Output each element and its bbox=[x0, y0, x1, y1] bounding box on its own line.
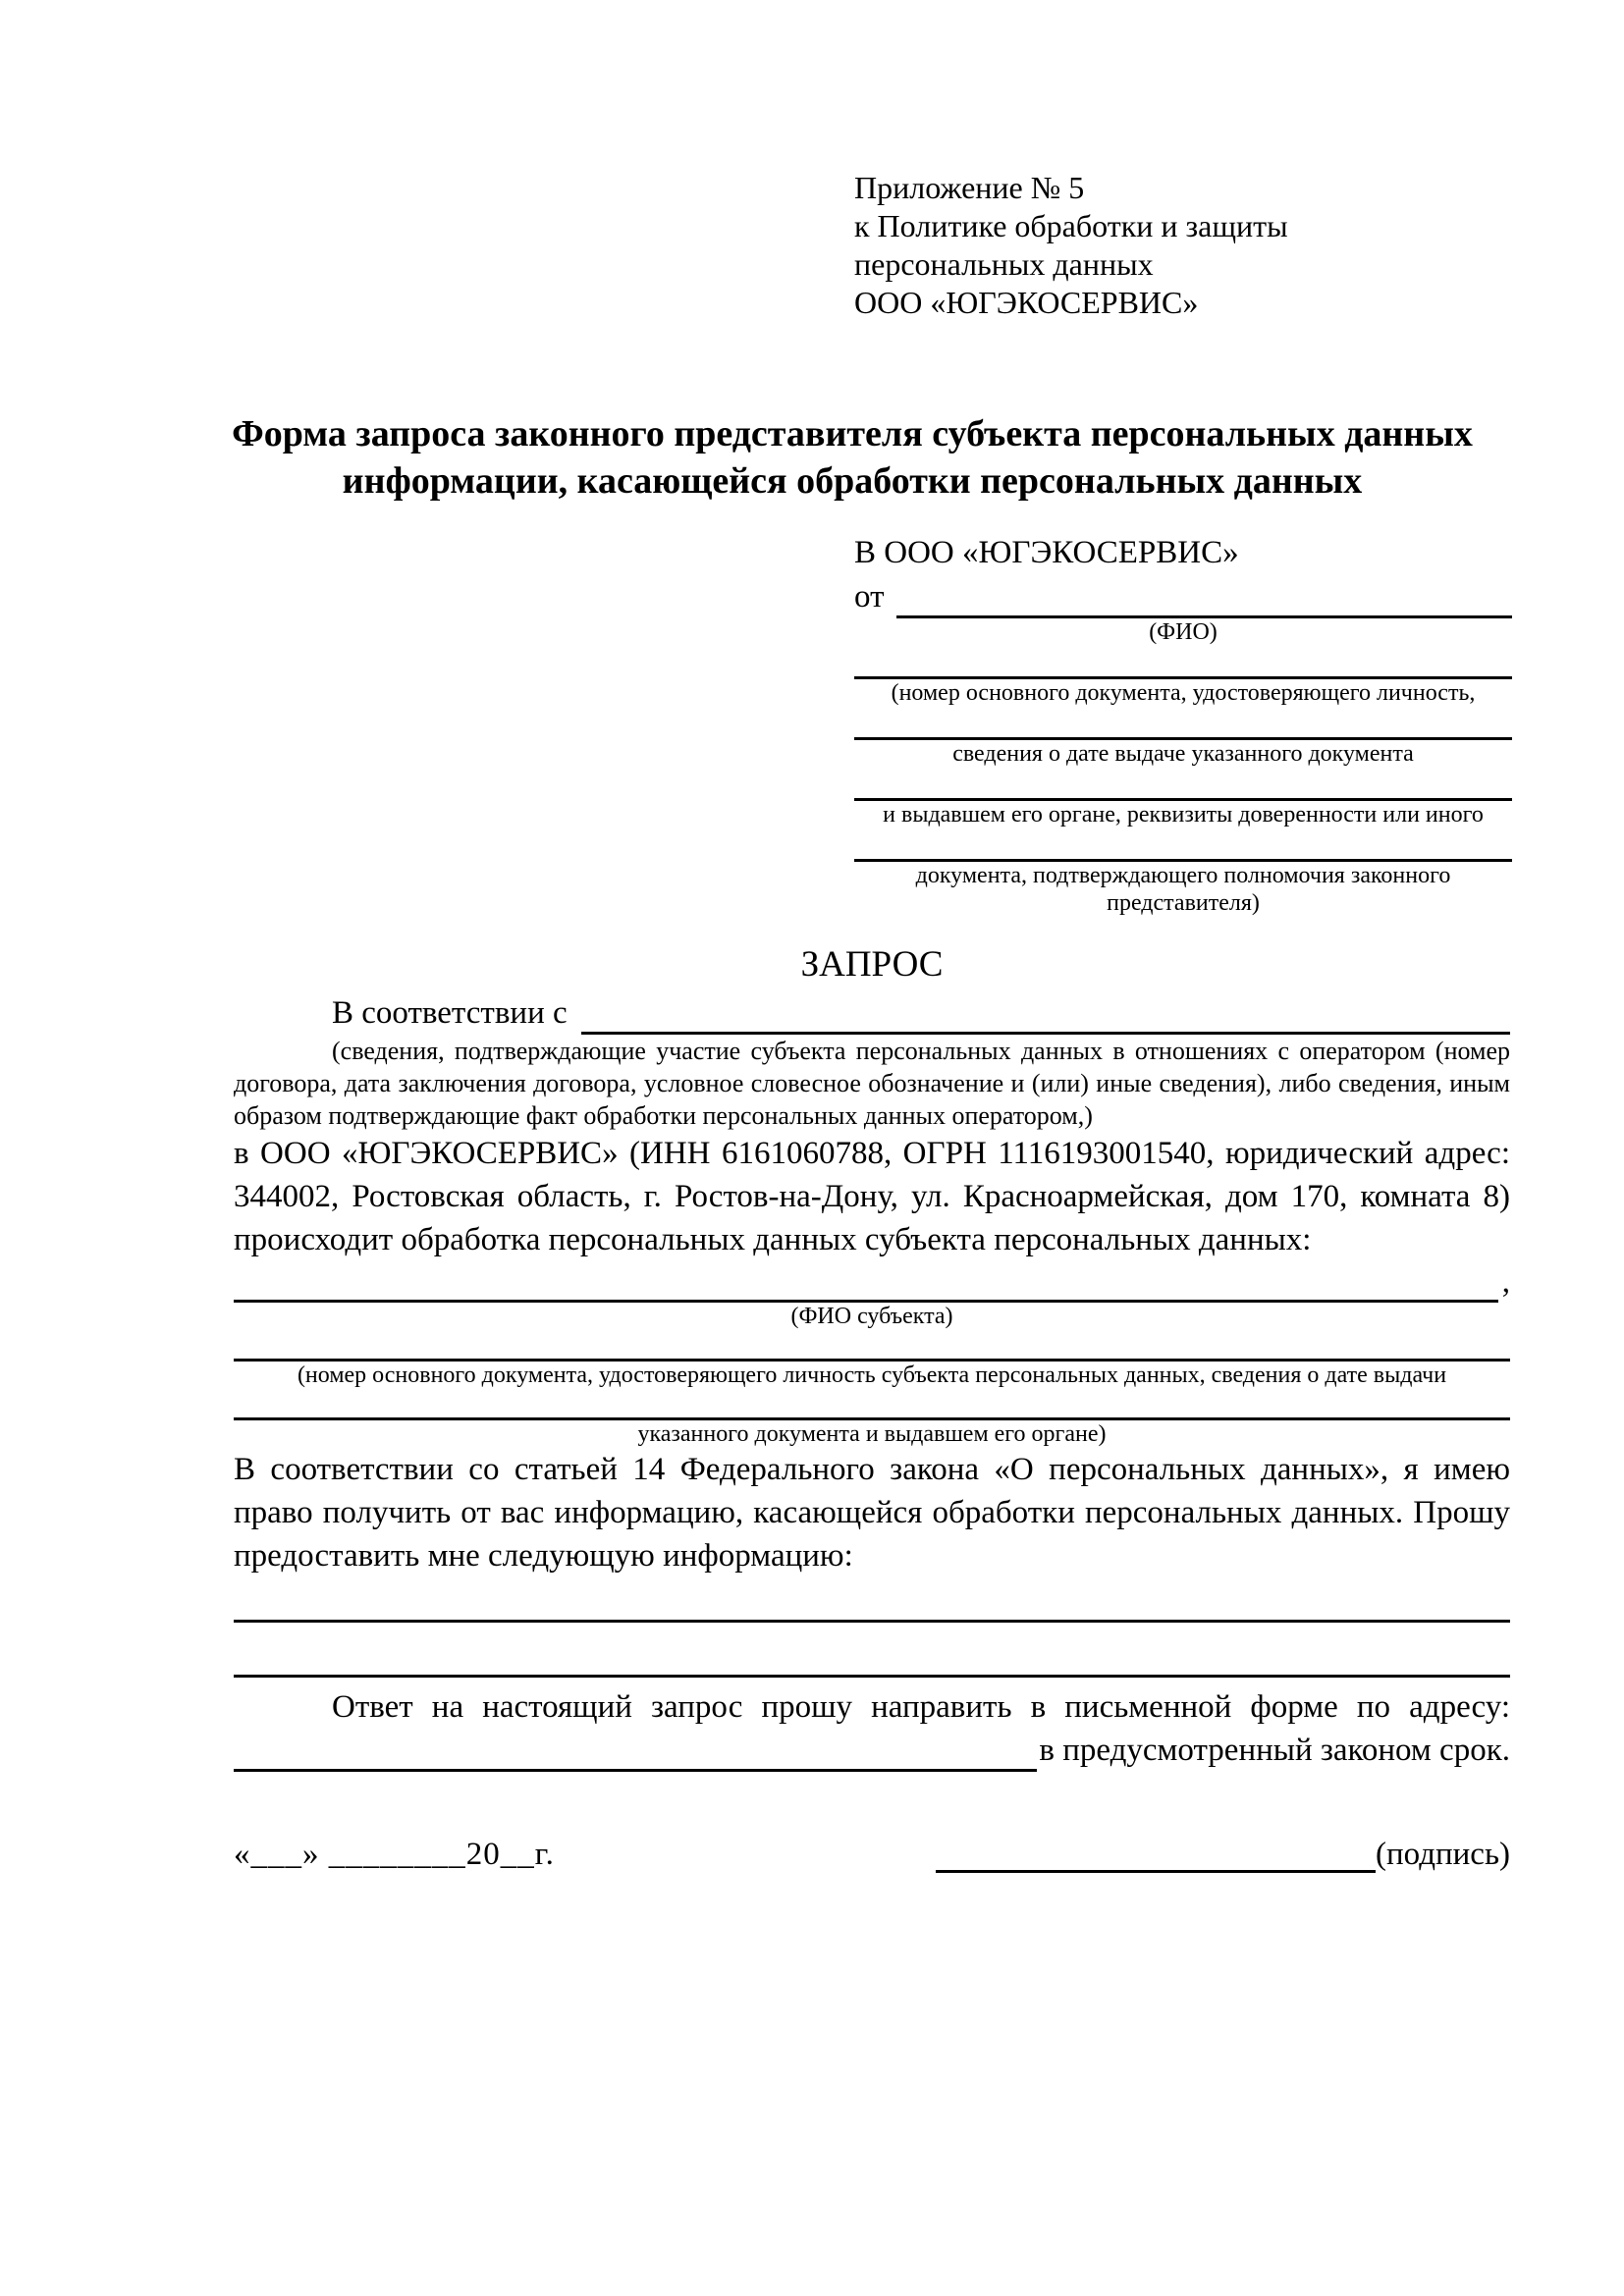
representative-document-field[interactable] bbox=[854, 646, 1512, 679]
annex-note-line: персональных данных bbox=[854, 246, 1154, 282]
intro-row bbox=[234, 991, 1510, 1035]
signature-caption: (подпись) bbox=[1376, 1837, 1510, 1872]
small-print-note: (сведения, подтверждающие участие субъекта персональных данных в отношениях с оператором (номер договора, дата заключения договора, условное словесное обозначение и (или) иные сведения), либо сведения, иным образом подтверждающие факт обработки персональных данных оператором,) bbox=[234, 1037, 1510, 1130]
subject-document-field[interactable] bbox=[234, 1330, 1510, 1362]
operator-paragraph: в ООО «ЮГЭКОСЕРВИС» (ИНН 6161060788, ОГРН 1116193001540, юридический адрес: 344002, Ростовская область, г. Ростов-на-Дону, ул. Красноармейская, дом 170, комната 8) происходит обработка персональных данных субъекта персональных данных: bbox=[234, 1136, 1510, 1257]
annex-note-line: к Политике обработки и защиты bbox=[854, 208, 1288, 243]
law-paragraph: В соответствии со статьей 14 Федерального закона «О персональных данных», я имею право получить от вас информацию, касающейся обработки персональных данных. Прошу предоставить мне следующую информацию: bbox=[234, 1452, 1510, 1574]
caption-issue-date: сведения о дате выдаче указанного документа bbox=[952, 741, 1414, 767]
footer-row bbox=[234, 1837, 1510, 1873]
annex-note-line: Приложение № 5 bbox=[854, 170, 1085, 205]
caption-document-number: (номер основного документа, удостоверяющего личность, bbox=[891, 680, 1476, 706]
caption-subject-fio: (ФИО субъекта) bbox=[790, 1304, 953, 1329]
caption-issuing-authority: и выдавшем его органе, реквизиты доверенности или иного bbox=[883, 802, 1484, 828]
response-address-row bbox=[234, 1729, 1510, 1772]
issuing-authority-field[interactable] bbox=[854, 768, 1512, 801]
signature-group bbox=[936, 1837, 1510, 1873]
subject-name-row bbox=[234, 1261, 1510, 1303]
document-content bbox=[234, 169, 1510, 1873]
annex-note-line: ООО «ЮГЭКОСЕРВИС» bbox=[854, 285, 1199, 320]
intro-label: В соответствии с bbox=[332, 995, 568, 1031]
date-line: «___» ________20__г. bbox=[234, 1837, 555, 1872]
from-label: от bbox=[854, 579, 885, 614]
from-row bbox=[854, 575, 1512, 618]
document-title: Форма запроса законного представителя субъекта персональных данных информации, касающейся обработки персональных данных bbox=[232, 413, 1473, 502]
annex-note bbox=[854, 169, 1510, 322]
caption-authority-document: документа, подтверждающего полномочия законного представителя) bbox=[915, 863, 1451, 916]
addressee-organization: В ООО «ЮГЭКОСЕРВИС» bbox=[854, 535, 1239, 570]
document-issue-date-field[interactable] bbox=[854, 707, 1512, 740]
signature-field[interactable] bbox=[936, 1870, 1376, 1873]
response-address-field[interactable] bbox=[234, 1769, 1037, 1772]
requested-info-field-1[interactable] bbox=[234, 1577, 1510, 1623]
requested-info-field-2[interactable] bbox=[234, 1623, 1510, 1678]
response-suffix: в предусмотренный законом срок. bbox=[1039, 1733, 1510, 1768]
authority-document-field[interactable] bbox=[854, 828, 1512, 862]
response-line: Ответ на настоящий запрос прошу направить в письменной форме по адресу: bbox=[332, 1689, 1510, 1725]
addressee-block bbox=[854, 530, 1512, 917]
caption-subject-document-issuer: указанного документа и выдавшем его органе) bbox=[637, 1421, 1107, 1447]
comma-mark: , bbox=[1501, 1264, 1510, 1300]
subject-document-issuer-field[interactable] bbox=[234, 1389, 1510, 1420]
request-heading: ЗАПРОС bbox=[800, 944, 944, 985]
caption-subject-document: (номер основного документа, удостоверяющего личность субъекта персональных данных, сведения о дате выдачи bbox=[297, 1362, 1447, 1388]
caption-fio: (ФИО) bbox=[1149, 619, 1218, 645]
